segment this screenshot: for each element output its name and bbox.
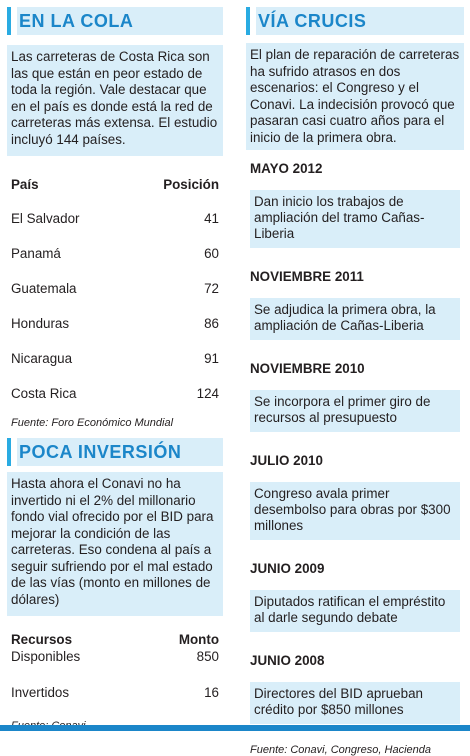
column-header-amount: Monto — [178, 632, 219, 647]
resource-amount: 850 — [196, 648, 219, 664]
country-name: Honduras — [11, 316, 70, 331]
country-name: Guatemala — [11, 281, 77, 296]
event-text: Directores del BID aprueban crédito por $850 millones — [250, 682, 460, 724]
table-row — [7, 683, 223, 701]
source-note: Fuente: Foro Económico Mundial — [11, 417, 174, 429]
country-position: 72 — [204, 281, 219, 296]
country-position: 91 — [204, 351, 219, 366]
intro-text: El plan de reparación de carreteras ha sufrido atrasos en dos escenarios: el Congreso y el Conavi. La indecisión provocó que pasaran casi cuatro años para el inicio de la primera obra. — [246, 43, 464, 150]
table-row — [7, 271, 223, 306]
country-name: Panamá — [11, 246, 61, 261]
event-date: JUNIO 2009 — [250, 561, 325, 576]
table-header — [7, 177, 223, 192]
section-title: EN LA COLA — [17, 7, 223, 35]
country-name: El Salvador — [11, 211, 80, 226]
timeline-event — [246, 160, 464, 248]
timeline-event — [246, 452, 464, 540]
event-date: JULIO 2010 — [250, 453, 323, 468]
left-column — [7, 0, 223, 732]
timeline-event — [246, 652, 464, 724]
column-header-position: Posición — [163, 177, 219, 192]
section-header-via-crucis — [246, 7, 464, 35]
country-position: 60 — [204, 246, 219, 261]
event-text: Diputados ratifican el empréstito al darle segundo debate — [250, 590, 460, 632]
timeline-event — [246, 268, 464, 340]
column-header-country: País — [11, 177, 39, 192]
table-row — [7, 236, 223, 271]
event-date: NOVIEMBRE 2010 — [250, 361, 365, 376]
table-row — [7, 341, 223, 376]
section-header-en-la-cola — [7, 7, 223, 35]
table-row — [7, 376, 223, 411]
source-note: Fuente: Conavi, Congreso, Hacienda — [250, 744, 431, 756]
event-text: Dan inicio los trabajos de ampliación del tramo Cañas-Liberia — [250, 190, 460, 248]
intro-text: Hasta ahora el Conavi no ha invertido ni el 2% del millonario fondo vial ofrecido por el BID para mejorar la condición de las carreteras. Eso condena al país a seguir sufriendo por el mal estado de las vías (monto en millones de dólares) — [7, 472, 223, 616]
table-row — [7, 306, 223, 341]
resource-label: Invertidos — [11, 684, 70, 700]
country-name: Nicaragua — [11, 351, 73, 366]
event-text: Se incorpora el primer giro de recursos al presupuesto — [250, 390, 460, 432]
timeline-event — [246, 560, 464, 632]
table-header — [7, 632, 223, 647]
country-position: 124 — [196, 386, 219, 401]
country-name: Costa Rica — [11, 386, 77, 401]
right-column — [246, 0, 464, 756]
intro-text: Las carreteras de Costa Rica son las que están en peor estado de toda la región. Vale destacar que en el país es donde está la red de carreteras más extensa. El estudio incluyó 144 países. — [7, 45, 223, 156]
section-title: VÍA CRUCIS — [256, 7, 464, 35]
resource-amount: 16 — [204, 684, 219, 700]
table-row — [7, 647, 223, 665]
section-header-poca-inversion — [7, 438, 223, 466]
event-date: MAYO 2012 — [250, 161, 323, 176]
accent-bar — [7, 7, 11, 35]
country-position: 41 — [204, 211, 219, 226]
event-date: NOVIEMBRE 2011 — [250, 269, 364, 284]
ranking-table — [7, 201, 223, 411]
resource-label: Disponibles — [11, 648, 81, 664]
event-text: Se adjudica la primera obra, la ampliación de Cañas-Liberia — [250, 298, 460, 340]
section-title: POCA INVERSIÓN — [17, 438, 223, 466]
accent-bar — [246, 7, 250, 35]
country-position: 86 — [204, 316, 219, 331]
column-header-resources: Recursos — [11, 632, 73, 647]
accent-bar — [7, 438, 11, 466]
event-date: JUNIO 2008 — [250, 653, 325, 668]
table-row — [7, 201, 223, 236]
event-text: Congreso avala primer desembolso para obras por $300 millones — [250, 482, 460, 540]
footer-rule — [0, 725, 470, 731]
timeline-event — [246, 360, 464, 432]
